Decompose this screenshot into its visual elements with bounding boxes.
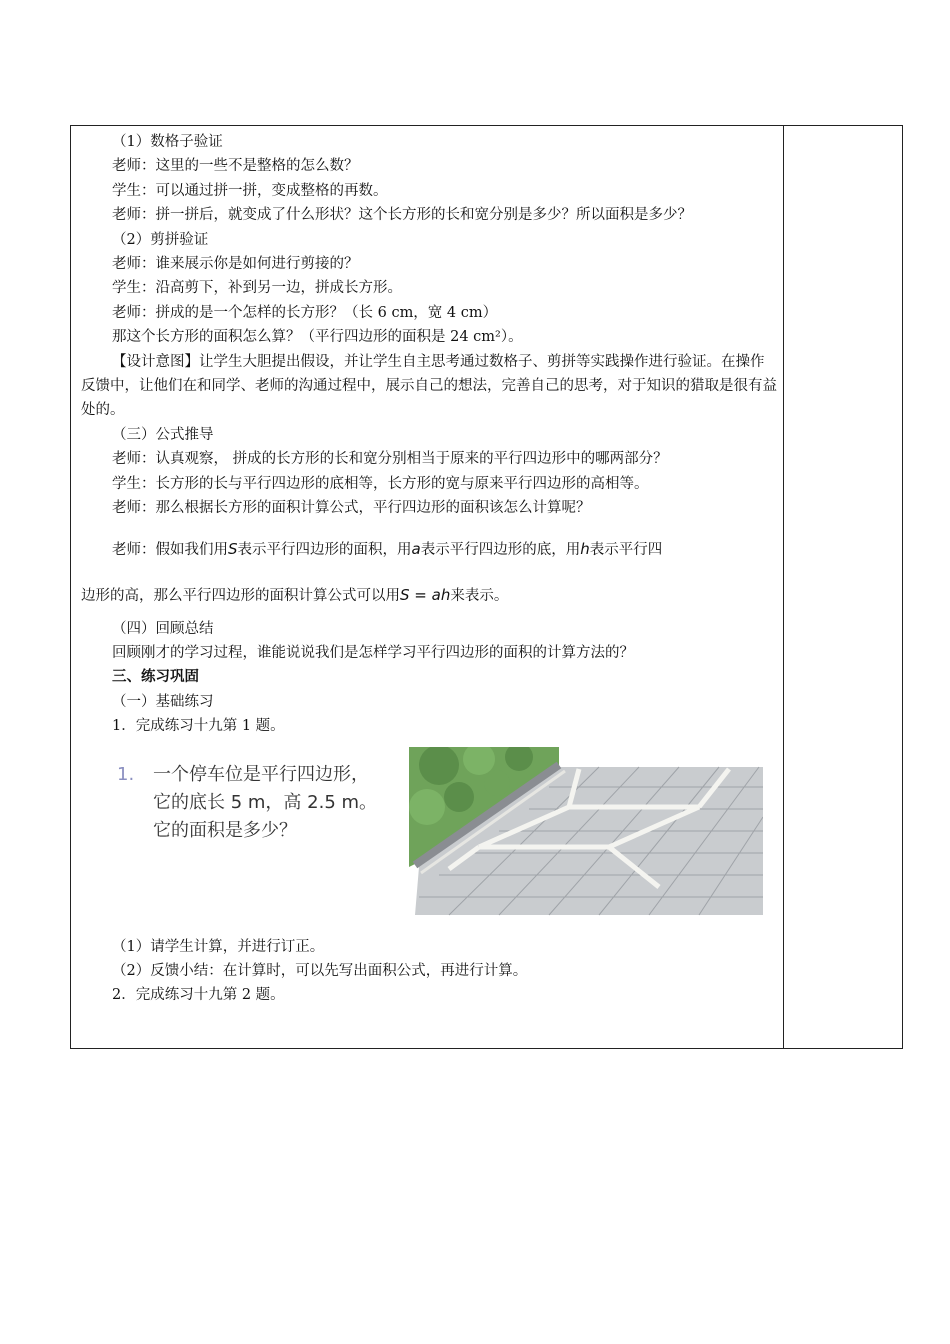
dialog-line: 学生：可以通过拼一拼，变成整格的再数。 (112, 182, 388, 199)
dialog-paragraph: 老师：拼一拼后，就变成了什么形状？这个长方形的长和宽分别是多少？所以面积是多少？ (112, 207, 692, 224)
symbol-h: h (580, 539, 590, 558)
heading-cut-verify: （2）剪拼验证 (112, 231, 209, 248)
step-line: （1）请学生计算，并进行订正。 (112, 938, 325, 955)
symbol-s: S (228, 539, 238, 558)
dialog-line: 学生：沿高剪下，补到另一边，拼成长方形。 (112, 280, 402, 297)
formula-text: 表示平行四边形的底，用 (420, 541, 581, 558)
formula-text: 表示平行四 (589, 541, 663, 558)
heading-basic-practice: （一）基础练习 (112, 693, 214, 710)
dialog-line: 回顾刚才的学习过程，谁能说说我们是怎样学习平行四边形的面积的计算方法的？ (112, 644, 634, 661)
dialog-line: 老师：认真观察， 拼成的长方形的长和宽分别相当于原来的平行四边形中的哪两部分？ (112, 451, 668, 468)
dialog-line: 老师：谁来展示你是如何进行剪接的？ (112, 256, 359, 273)
area-formula: S = ah (400, 585, 451, 604)
exercise-line: 一个停车位是平行四边形， (153, 763, 369, 785)
exercise-figure (117, 747, 757, 927)
dialog-line: 老师：拼成的是一个怎样的长方形？（长 6 cm，宽 4 cm） (112, 304, 498, 321)
heading-grid-verify: （1）数格子验证 (112, 134, 223, 150)
lesson-table (70, 125, 903, 1049)
dialog-line: 老师：这里的一些不是整格的怎么数？ (112, 158, 359, 175)
design-intent-paragraph: 【设计意图】让学生大胆提出假设，并让学生自主思考通过数格子、剪拼等实践操作进行验证。在操作反馈中，让他们在和同学、老师的沟通过程中，展示自己的想法，完善自己的思考，对于知识的猎取是很有益处的。 (81, 353, 777, 419)
dialog-line: 那这个长方形的面积怎么算？（平行四边形的面积是 24 cm²）。 (112, 329, 523, 346)
parking-lot-illustration (409, 747, 763, 919)
exercise-number: 1. (117, 763, 135, 785)
formula-text: 边形的高，那么平行四边形的面积计算公式可以用 (81, 587, 400, 604)
exercise-line: 它的底长 5 m，高 2.5 m。 (153, 791, 378, 813)
dialog-line: 老师：那么根据长方形的面积计算公式，平行四边形的面积该怎么计算呢？ (112, 500, 591, 517)
task-line: 1．完成练习十九第 1 题。 (112, 718, 285, 735)
formula-line-2 (81, 577, 778, 617)
heading-formula-derivation: （三）公式推导 (112, 426, 214, 443)
formula-line-1 (81, 521, 778, 577)
section-title-practice: 三、练习巩固 (112, 668, 199, 686)
lesson-content (81, 130, 778, 1008)
dialog-line: 学生：长方形的长与平行四边形的底相等，长方形的宽与原来平行四边形的高相等。 (112, 475, 649, 492)
task-line: 2．完成练习十九第 2 题。 (112, 987, 285, 1004)
formula-text: 表示平行四边形的面积，用 (237, 541, 412, 558)
table-column-divider (783, 126, 784, 1048)
formula-text: 来表示。 (450, 587, 509, 604)
step-line: （2）反馈小结：在计算时，可以先写出面积公式，再进行计算。 (112, 962, 528, 979)
formula-text: 老师：假如我们用 (112, 541, 228, 558)
heading-review: （四）回顾总结 (112, 620, 214, 637)
symbol-a: a (411, 539, 421, 558)
exercise-line: 它的面积是多少？ (153, 819, 297, 841)
